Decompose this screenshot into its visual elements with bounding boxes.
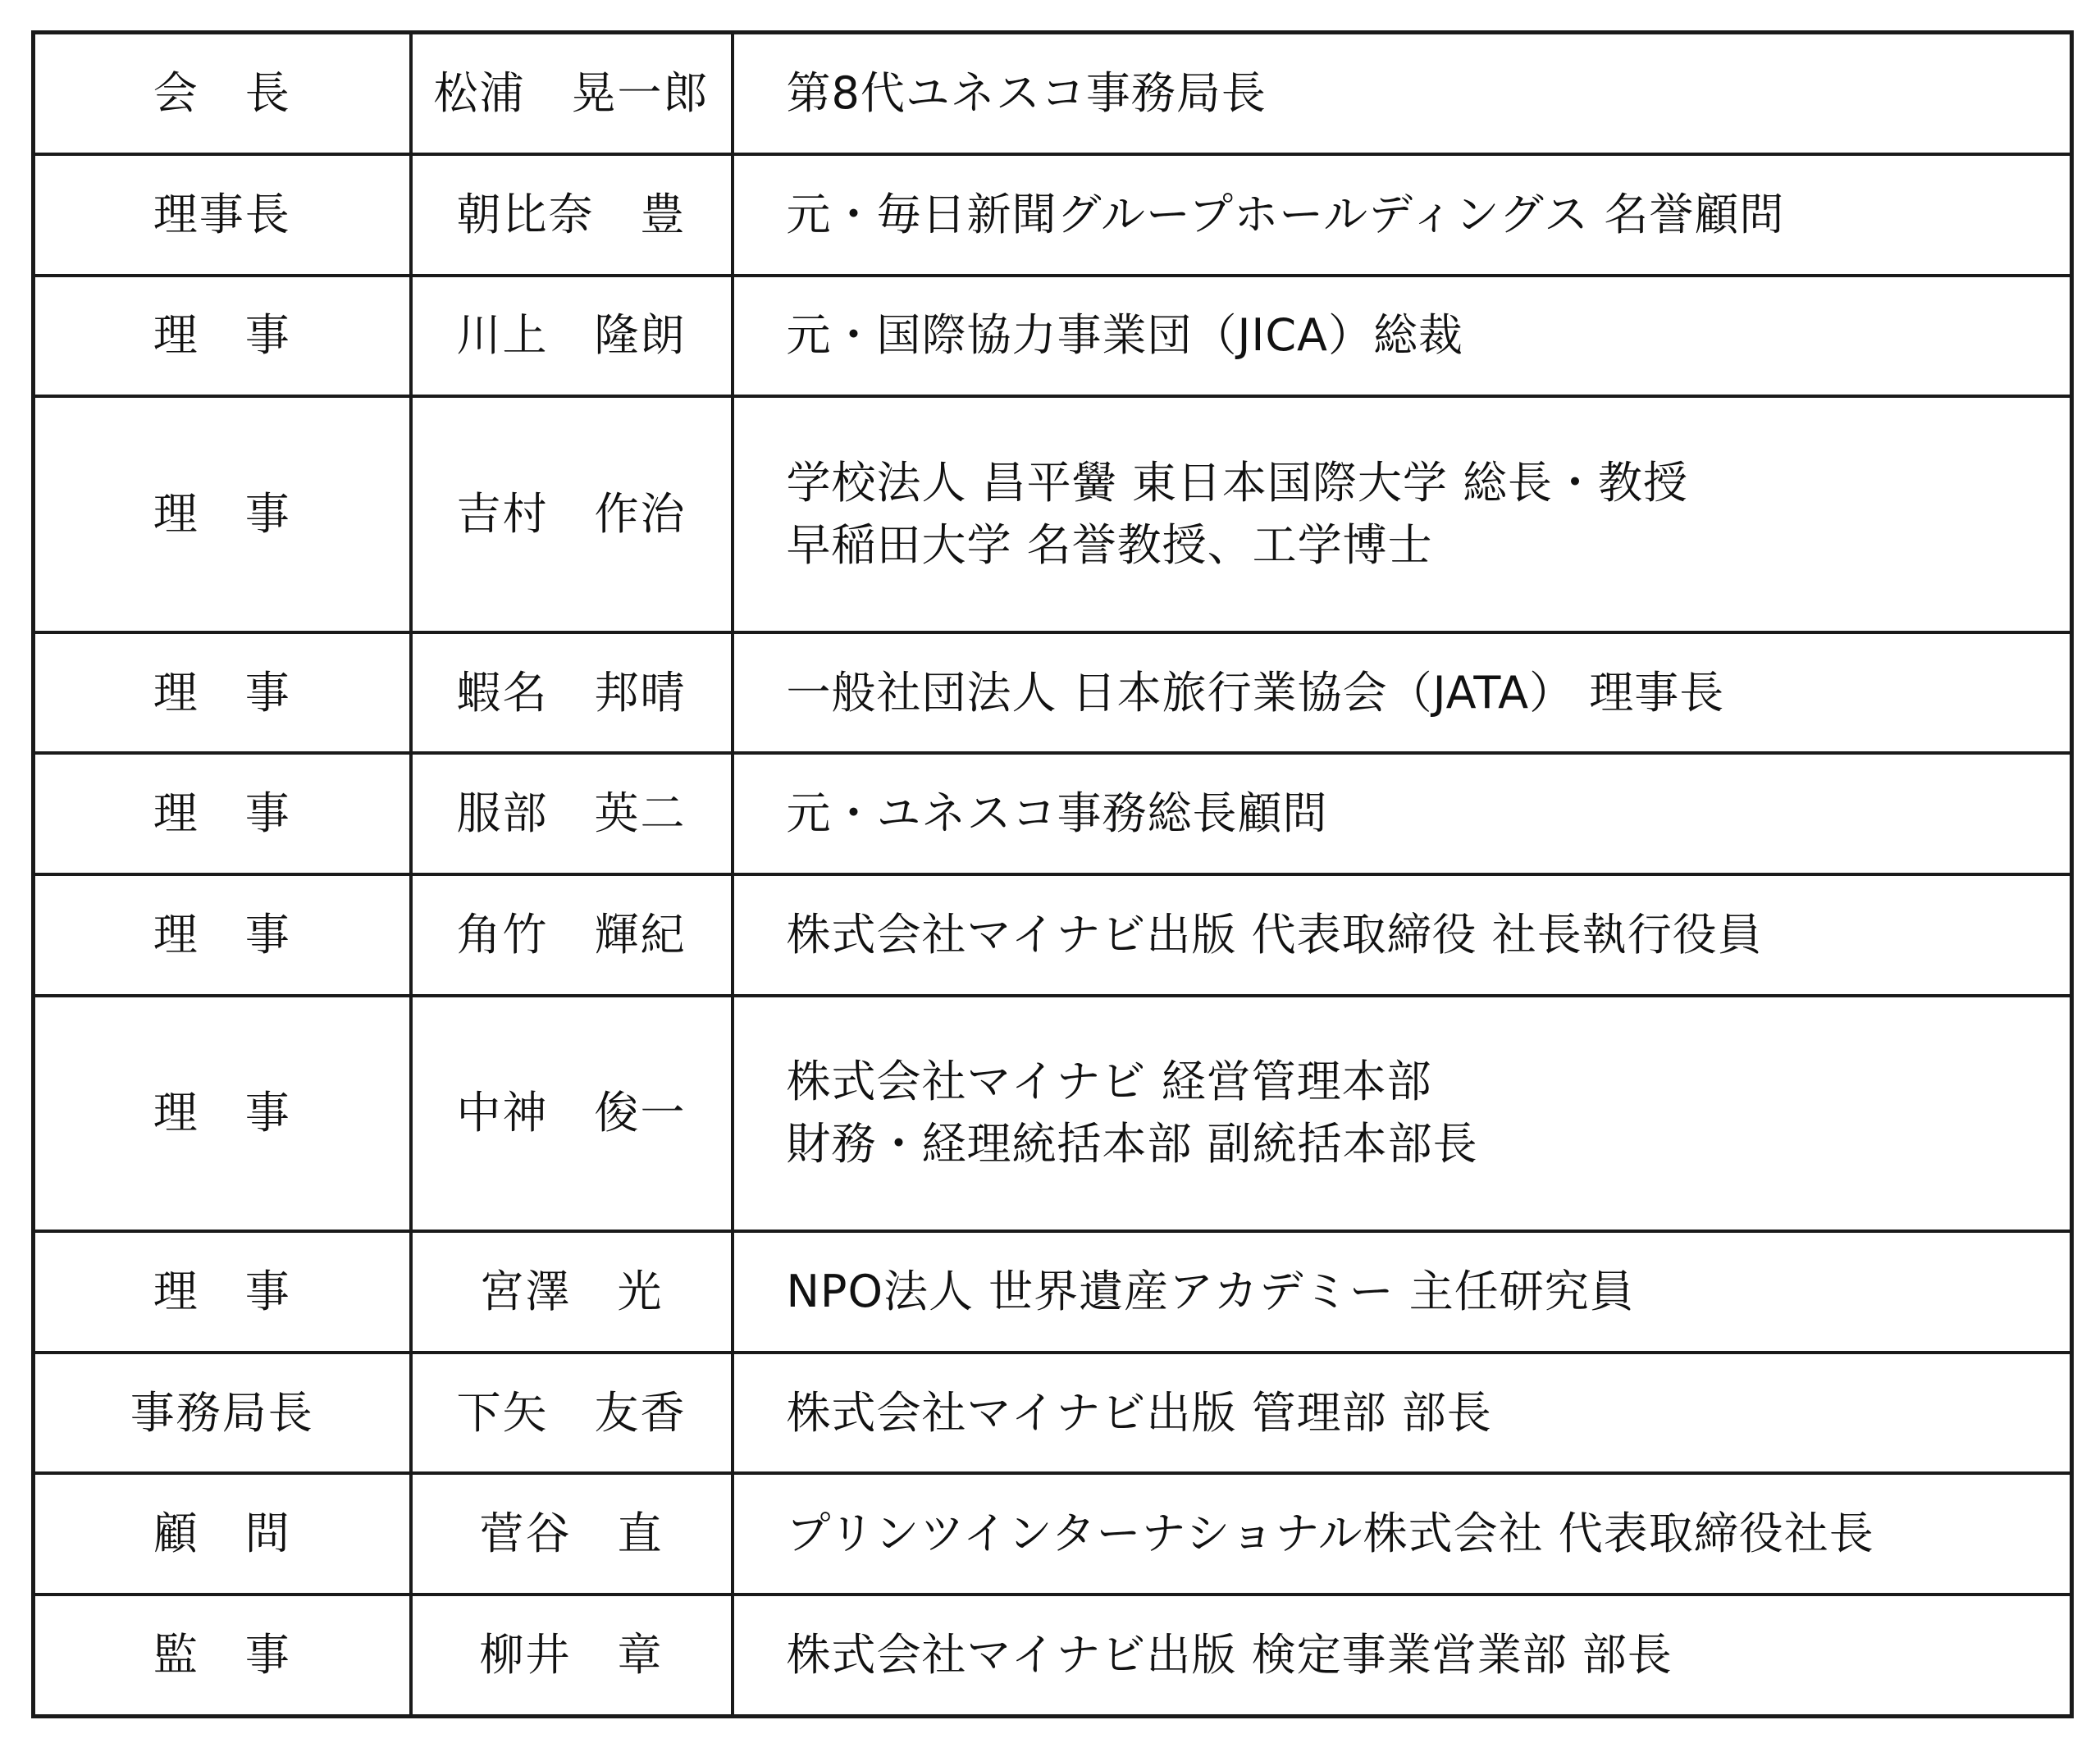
role-cell: 理 事 bbox=[34, 874, 411, 996]
table-row bbox=[34, 154, 2072, 276]
name-cell: 宮澤 光 bbox=[411, 1231, 733, 1353]
affiliation-cell bbox=[733, 753, 2072, 874]
affiliation-line: 元・ユネスコ事務総長顧問 bbox=[786, 787, 1328, 840]
affiliation-line: NPO法人 世界遺産アカデミー 主任研究員 bbox=[786, 1266, 1635, 1318]
affiliation-line: 株式会社マイナビ出版 検定事業営業部 部長 bbox=[786, 1628, 1673, 1681]
role-cell: 理 事 bbox=[34, 632, 411, 754]
affiliation-line: 早稲田大学 名誉教授、工学博士 bbox=[786, 518, 1433, 571]
name-cell: 下矢 友香 bbox=[411, 1353, 733, 1474]
affiliation-line: プリンツインターナショナル株式会社 代表取締役社長 bbox=[786, 1508, 1874, 1560]
officer-table bbox=[31, 30, 2074, 1718]
table-row bbox=[34, 276, 2072, 397]
affiliation-cell bbox=[733, 33, 2072, 154]
table-row bbox=[34, 396, 2072, 632]
affiliation-cell bbox=[733, 1595, 2072, 1717]
affiliation-cell bbox=[733, 874, 2072, 996]
affiliation-line: 学校法人 昌平黌 東日本国際大学 総長・教授 bbox=[786, 456, 1688, 509]
name-cell: 柳井 章 bbox=[411, 1595, 733, 1717]
name-cell: 朝比奈 豊 bbox=[411, 154, 733, 276]
affiliation-cell bbox=[733, 1231, 2072, 1353]
role-cell: 顧 問 bbox=[34, 1473, 411, 1595]
affiliation-line: 元・国際協力事業団（JICA）総裁 bbox=[786, 309, 1463, 362]
name-cell: 菅谷 直 bbox=[411, 1473, 733, 1595]
affiliation-line: 元・毎日新聞グループホールディングス 名誉顧問 bbox=[786, 188, 1785, 240]
name-cell: 松浦 晃一郎 bbox=[411, 33, 733, 154]
affiliation-cell bbox=[733, 1473, 2072, 1595]
affiliation-cell bbox=[733, 632, 2072, 754]
role-cell: 会 長 bbox=[34, 33, 411, 154]
name-cell: 服部 英二 bbox=[411, 753, 733, 874]
role-cell: 理 事 bbox=[34, 1231, 411, 1353]
table-row bbox=[34, 632, 2072, 754]
table-row bbox=[34, 1595, 2072, 1717]
table-row bbox=[34, 753, 2072, 874]
affiliation-cell bbox=[733, 154, 2072, 276]
affiliation-line: 第8代ユネスコ事務局長 bbox=[786, 66, 1267, 119]
affiliation-cell bbox=[733, 996, 2072, 1232]
name-cell: 吉村 作治 bbox=[411, 396, 733, 632]
role-cell: 理 事 bbox=[34, 753, 411, 874]
table-row bbox=[34, 874, 2072, 996]
role-cell: 理事長 bbox=[34, 154, 411, 276]
name-cell: 角竹 輝紀 bbox=[411, 874, 733, 996]
affiliation-line: 株式会社マイナビ出版 代表取締役 社長執行役員 bbox=[786, 908, 1763, 960]
affiliation-line: 株式会社マイナビ出版 管理部 部長 bbox=[786, 1386, 1492, 1439]
table-row bbox=[34, 1231, 2072, 1353]
table-row bbox=[34, 1353, 2072, 1474]
name-cell: 蝦名 邦晴 bbox=[411, 632, 733, 754]
affiliation-line: 株式会社マイナビ 経営管理本部 bbox=[786, 1056, 1432, 1108]
affiliation-cell bbox=[733, 1353, 2072, 1474]
role-cell: 監 事 bbox=[34, 1595, 411, 1717]
name-cell: 中神 俊一 bbox=[411, 996, 733, 1232]
affiliation-cell bbox=[733, 276, 2072, 397]
officer-table-body bbox=[34, 33, 2072, 1717]
role-cell: 理 事 bbox=[34, 276, 411, 397]
role-cell: 理 事 bbox=[34, 996, 411, 1232]
role-cell: 事務局長 bbox=[34, 1353, 411, 1474]
table-row bbox=[34, 33, 2072, 154]
affiliation-line: 財務・経理統括本部 副統括本部長 bbox=[786, 1118, 1478, 1170]
table-row bbox=[34, 1473, 2072, 1595]
affiliation-line: 一般社団法人 日本旅行業協会（JATA） 理事長 bbox=[786, 666, 1725, 719]
role-cell: 理 事 bbox=[34, 396, 411, 632]
name-cell: 川上 隆朗 bbox=[411, 276, 733, 397]
table-row bbox=[34, 996, 2072, 1232]
affiliation-cell bbox=[733, 396, 2072, 632]
